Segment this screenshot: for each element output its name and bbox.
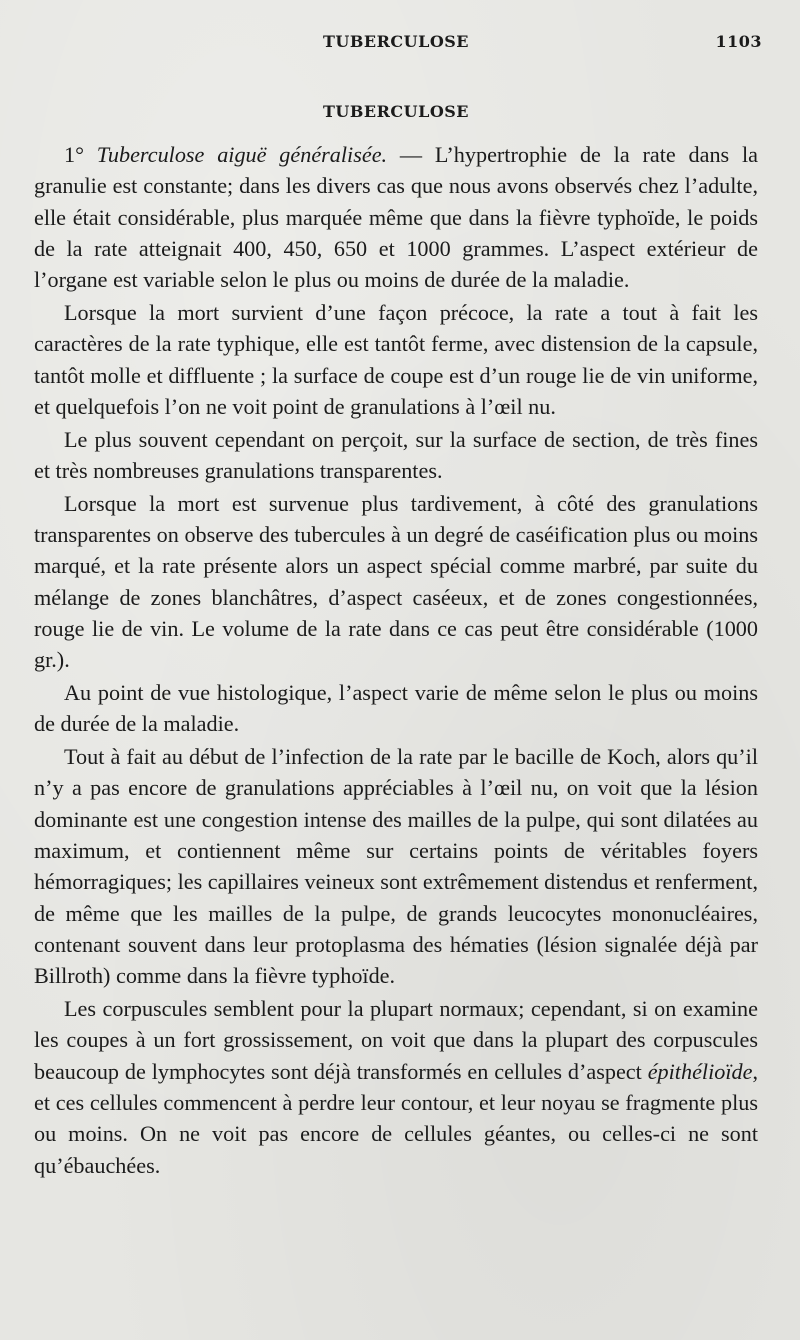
paragraph-6: Tout à fait au début de l’infection de la rate par le bacille de Koch, alors qu’il n’y a pas encore de granulations appréciables à l’œil nu, on voit que la lésion dominante est une congestion intense des mailles de la pulpe, qui sont dilatées au maximum, et contiennent même sur certains points de véritables foyers hémorragiques; les capillaires veineux sont extrêmement distendus et renferment, de même que les mailles de la pulpe, de grands leucocytes mononucléaires, contenant souvent dans leur protoplasma des hématies (lésion signalée déjà par Billroth) comme dans la fièvre typhoïde. (34, 744, 758, 989)
paragraph-1-number: 1° (64, 142, 84, 167)
section-title: TUBERCULOSE (323, 102, 469, 121)
running-header (34, 24, 762, 58)
paragraph-3: Le plus souvent cependant on perçoit, sur la surface de section, de très fines et très nombreuses granulations transparentes. (34, 426, 758, 483)
paragraph-7-text-before: Les corpuscules semblent pour la plupart normaux; cependant, si on examine les coupes à un fort grossissement, on voit que dans la plupart des corpuscules beaucoup de lymphocytes sont déjà transformés en cellules d’aspect (34, 996, 758, 1084)
page-number: 1103 (715, 32, 762, 51)
paragraph-1-text: — L’hypertrophie de la rate dans la granulie est constante; dans les divers cas que nous avons observés chez l’adulte, elle était considérable, plus marquée même que dans la fièvre typhoïde, le poids de la rate atteignait 400, 450, 650 et 1000 grammes. L’aspect extérieur de l’organe est variable selon le plus ou moins de durée de la maladie. (34, 142, 758, 293)
paragraph-5: Au point de vue histologique, l’aspect varie de même selon le plus ou moins de durée de la maladie. (34, 680, 758, 737)
paragraph-7 (34, 993, 758, 1181)
running-title: TUBERCULOSE (323, 32, 469, 51)
body-text (34, 139, 758, 1181)
paragraph-1-heading: Tuberculose aiguë généralisée. (96, 142, 388, 167)
paragraph-1 (34, 139, 758, 295)
paragraph-2: Lorsque la mort survient d’une façon précoce, la rate a tout à fait les caractères de la rate typhique, elle est tantôt ferme, avec distension de la capsule, tantôt molle et diffluente ; la surface de coupe est d’un rouge lie de vin uniforme, et quelquefois l’on ne voit point de granulations à l’œil nu. (34, 299, 758, 419)
paragraph-4: Lorsque la mort est survenue plus tardivement, à côté des granulations transparentes on observe des tubercules à un degré de caséification plus ou moins marqué, et la rate présente alors un aspect spécial comme marbré, par suite du mélange de zones blanchâtres, d’aspect caséeux, et de zones congestionnées, rouge lie de vin. Le volume de la rate dans ce cas peut être considérable (1000 gr.). (34, 490, 758, 673)
paragraph-7-text-after: , et ces cellules commencent à perdre leur contour, et leur noyau se fragmente plus ou moins. On ne voit pas encore de cellules géantes, ou celles-ci ne sont qu’ébauchées. (34, 1058, 758, 1178)
paragraph-7-italic-term: épithélioïde (647, 1058, 753, 1084)
